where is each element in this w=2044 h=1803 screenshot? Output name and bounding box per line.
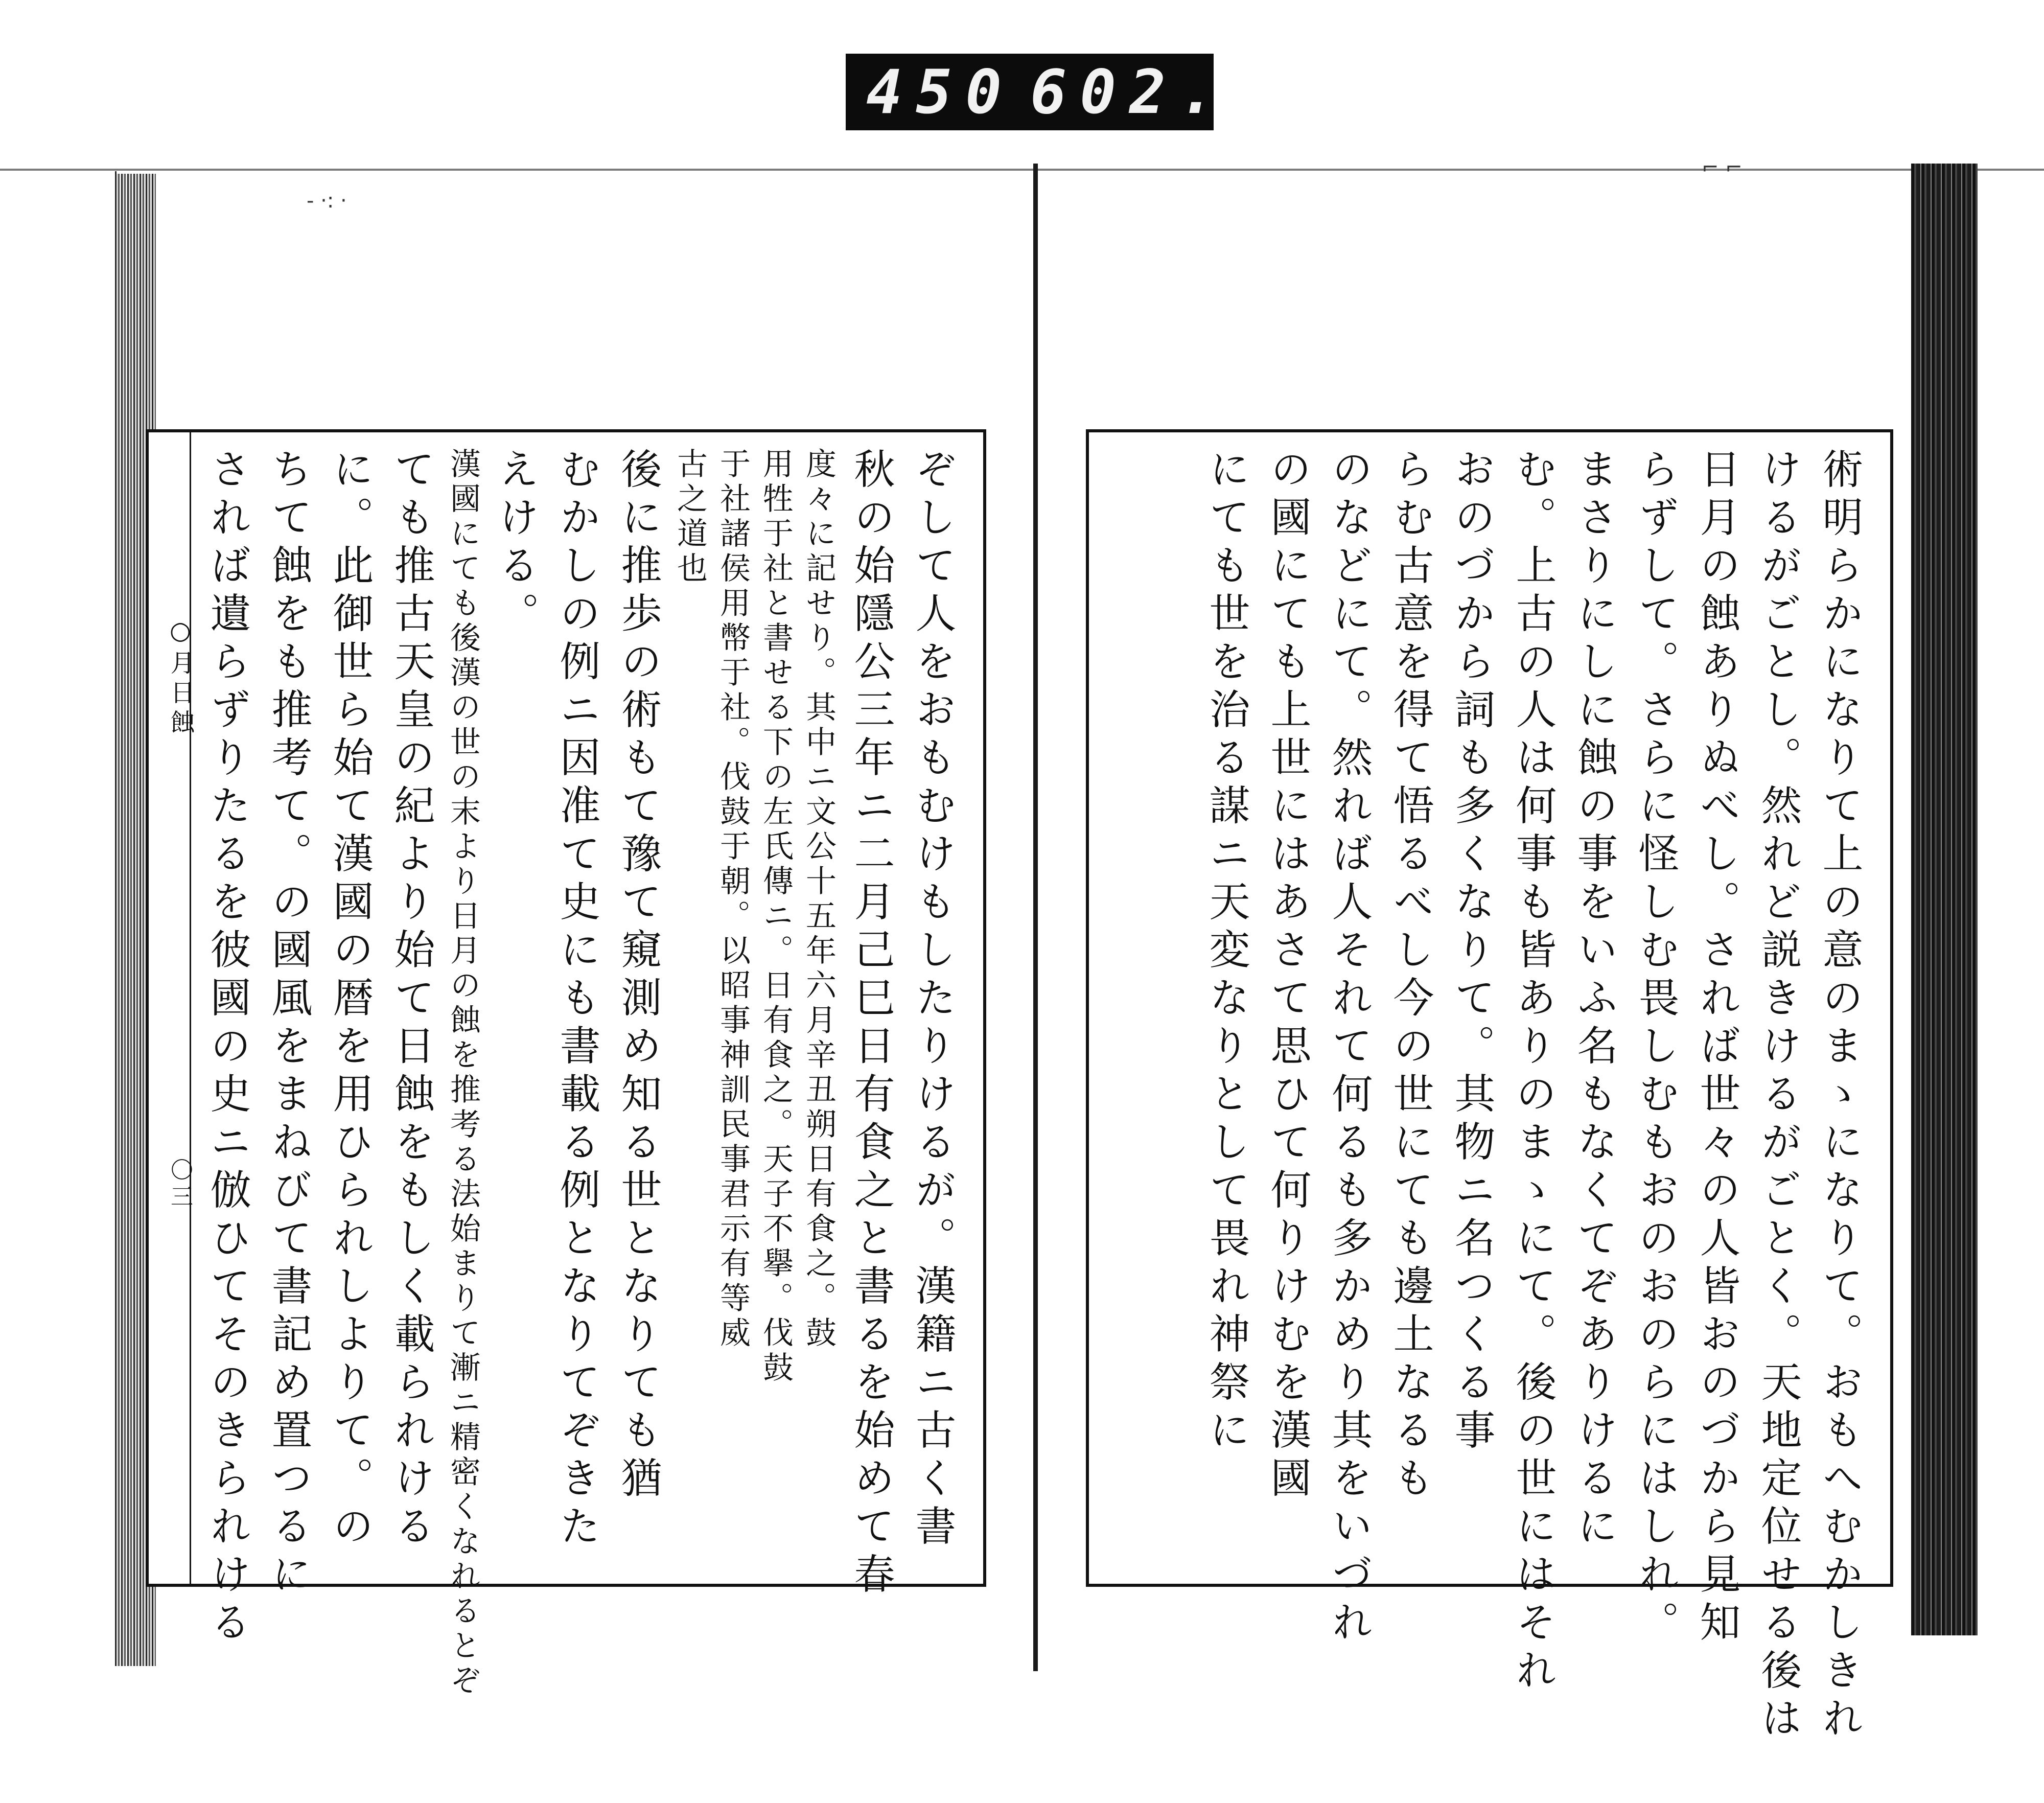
right-text-frame — [1086, 429, 1893, 1745]
text-column: らむ古意を得て悟るべし今の世にても邊土なるも — [1386, 448, 1434, 1505]
text-column: ても推古天皇の紀より始て日蝕をもしく載られける — [387, 448, 435, 1553]
text-column: 術明らかになりて上の意のまゝになりて。おもへむかしきれ — [1816, 448, 1863, 1745]
text-column: ぞして人をおもむけもしたりけるが。漢籍ニ古く書 — [909, 448, 956, 1553]
scan-speck: - ·: · — [307, 189, 347, 213]
text-column: むかしの例ニ因准て史にも書載る例となりてぞきた — [553, 448, 600, 1553]
text-column: けるがごとし。然れど説きけるがごとく。天地定位せる後は — [1754, 448, 1802, 1745]
right-page-edges — [1911, 164, 1978, 1635]
text-column: らずして。さらに怪しむ畏しむもおのおのらにはしれ。 — [1632, 448, 1679, 1649]
text-column: 古之道也 — [672, 448, 708, 587]
text-column: む。上古の人は何事も皆ありのまゝにて。後の世にはそれ — [1509, 448, 1557, 1697]
text-column: えける。 — [492, 448, 539, 640]
left-margin-band — [149, 432, 195, 1584]
text-column: 後に推歩の術もて豫て窺測め知る世となりても猶 — [614, 448, 662, 1505]
right-text-columns — [1109, 448, 1870, 1745]
text-column: 漢國にても後漢の世の末より日月の蝕を推考る法始まりて漸ニ精密くなれるとぞ — [445, 448, 481, 1699]
text-column: されば遺らずりたるを彼國の史ニ倣ひてそのきられける — [203, 448, 251, 1649]
text-column: のなどにて。然れば人それて何るも多かめり其をいづれ — [1325, 448, 1373, 1649]
page-number: 〇三 — [167, 1158, 193, 1211]
text-column: 日月の蝕ありぬべし。されば世々の人皆おのづから見知 — [1693, 448, 1740, 1649]
film-number-right: 602. — [1030, 57, 1229, 127]
text-column: に。此御世ら始て漢國の暦を用ひられしよりて。の — [326, 448, 374, 1553]
text-column: にても世を治る謀ニ天変なりとして畏れ神祭に — [1202, 448, 1250, 1457]
book-spine — [1033, 164, 1038, 1671]
text-column: ちて蝕をも推考て。の國風をまねびて書記め置つるに — [265, 448, 312, 1601]
text-column: まさりにしに蝕の事をいふ名もなくてぞありけるに — [1570, 448, 1618, 1553]
running-head: ○月日蝕 — [166, 616, 195, 739]
text-column: 用牲于社と書せる下の左氏傳ニ。日有食之。天子不擧。伐鼓 — [758, 448, 794, 1386]
text-column: の國にても上世にはあさて思ひて何りけむを漢國 — [1264, 448, 1311, 1505]
text-column: 度々に記せり。其中ニ文公十五年六月辛丑朔日有食之。鼓 — [801, 448, 837, 1351]
film-number-left: 450 — [866, 57, 1015, 127]
microfilm-label — [846, 54, 1229, 130]
text-column: 于社諸侯用幣于社。伐鼓于朝。以昭事神訓民事君示有等威 — [715, 448, 751, 1351]
text-column: おのづから詞も多くなりて。其物ニ名つくる事 — [1448, 448, 1495, 1457]
text-column: 秋の始隱公三年ニ二月己巳日有食之と書るを始めて春 — [847, 448, 895, 1601]
left-text-frame — [146, 429, 986, 1699]
scan-speck: ⌐ ⌐ — [1702, 156, 1743, 179]
left-text-columns — [197, 448, 963, 1699]
